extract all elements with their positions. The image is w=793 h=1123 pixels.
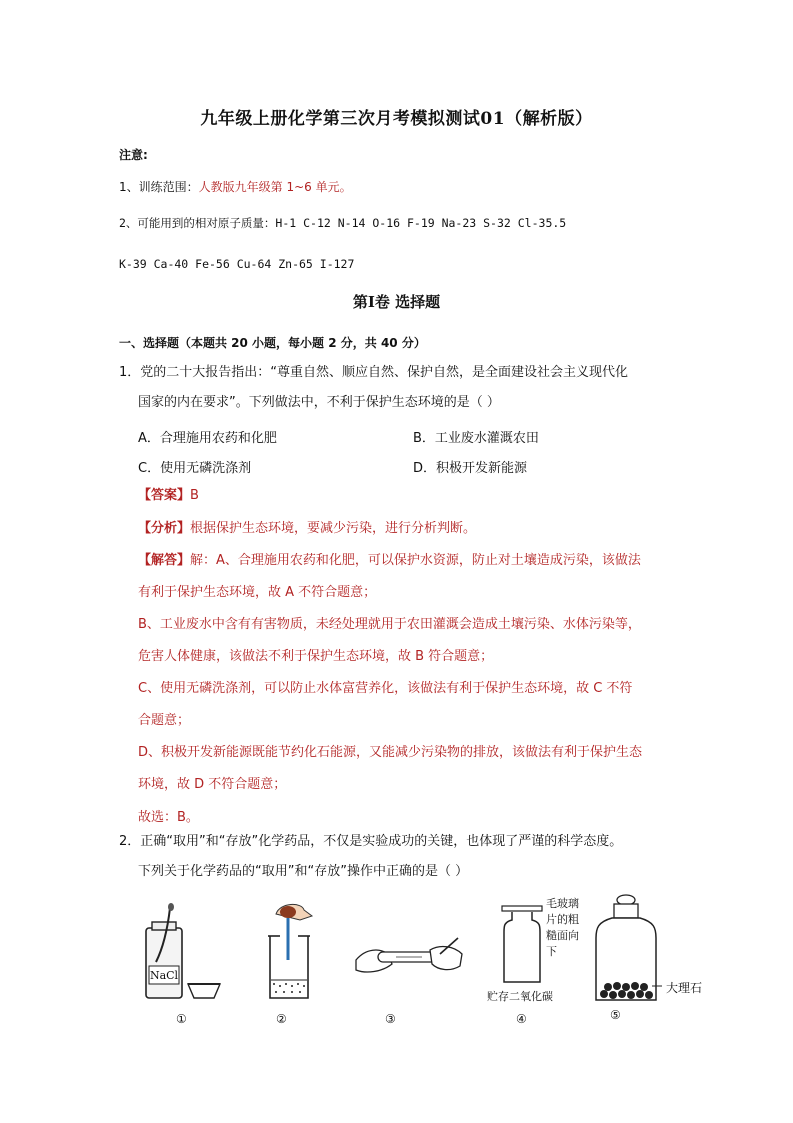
figure-3-number: ③: [385, 1012, 396, 1026]
figure-3-test-tube-hands: [352, 930, 468, 986]
figure-4-note-line2: 片的粗: [546, 913, 579, 926]
note-range-value: 人教版九年级第 1~6 单元。: [198, 180, 352, 194]
q1-analysis-tag: 【分析】: [138, 521, 191, 536]
q1-conclusion: 故选：B。: [138, 810, 199, 825]
q1-detail-line2: 有利于保护生态环境，故 A 不符合题意；: [138, 585, 377, 600]
q1-detail-text1: 解：A、合理施用农药和化肥，可以保护水资源，防止对土壤造成污染，该做法: [190, 553, 641, 568]
part-heading: 一、选择题（本题共 20 小题，每小题 2 分，共 40 分）: [119, 336, 426, 350]
figure-4-gas-bottle: [500, 904, 544, 984]
document-title: 九年级上册化学第三次月考模拟测试01（解析版）: [200, 109, 593, 129]
q1-option-d: D．积极开发新能源: [413, 461, 528, 476]
note-range: [119, 178, 352, 195]
q2-stem-line1: 2．正确“取用”和“存放”化学药品，不仅是实验成功的关键，也体现了严谨的科学态度。: [119, 834, 623, 849]
q2-stem-line2: 下列关于化学药品的“取用”和“存放”操作中正确的是（ ）: [138, 864, 469, 879]
figure-5-marble-bottle: [592, 894, 662, 1006]
note-range-prefix: 1、训练范围：: [119, 180, 199, 194]
note-atomic-masses-line1: 2、可能用到的相对原子质量：H-1 C-12 N-14 O-16 F-19 Na-23 S-32 Cl-35.5: [119, 216, 567, 230]
q1-detail-line1: [138, 547, 641, 575]
q1-answer-tag: 【答案】: [138, 488, 191, 503]
figure-1-bottle-label: NaCl: [149, 969, 179, 982]
q1-detail-line7: D、积极开发新能源既能节约化石能源，又能减少污染物的排放，该做法有利于保护生态: [138, 745, 643, 760]
q1-detail-line3: B、工业废水中含有有害物质，未经处理就用于农田灌溉会造成土壤污染、水体污染等，: [138, 617, 641, 632]
figure-1-number: ①: [176, 1012, 187, 1026]
figure-1-nacl-bottle: [132, 902, 232, 1006]
figure-4-note-line4: 下: [546, 945, 557, 958]
q1-option-a: A．合理施用农药和化肥: [138, 431, 277, 446]
q1-answer-value: B: [190, 488, 199, 503]
note-atomic-masses-line2: K-39 Ca-40 Fe-56 Cu-64 Zn-65 I-127: [119, 257, 355, 271]
q1-detail-line4: 危害人体健康，该做法不利于保护生态环境，故 B 符合题意；: [138, 649, 494, 664]
figure-5-label: 大理石: [666, 981, 703, 995]
q1-option-b: B．工业废水灌溉农田: [413, 431, 539, 446]
q1-analysis-text: 根据保护生态环境，要减少污染，进行分析判断。: [190, 521, 477, 536]
figure-5-number: ⑤: [610, 1008, 621, 1022]
q1-detail-tag: 【解答】: [138, 553, 191, 568]
figure-2-number: ②: [276, 1012, 287, 1026]
section-title: 第Ⅰ卷 选择题: [352, 293, 441, 311]
q1-answer: [138, 482, 199, 510]
figure-4-note-line3: 糙面向: [546, 929, 579, 942]
note-label: 注意:: [119, 148, 148, 162]
q1-stem-line2: 国家的内在要求”。下列做法中，不利于保护生态环境的是（ ）: [138, 395, 500, 410]
q1-analysis: [138, 515, 476, 543]
figure-4-note-line1: 毛玻璃: [546, 897, 579, 910]
q1-stem-line1: 1．党的二十大报告指出：“尊重自然、顺应自然、保护自然，是全面建设社会主义现代化: [119, 365, 629, 380]
q1-detail-line5: C、使用无磷洗涤剂，可以防止水体富营养化，该做法有利于保护生态环境，故 C 不符: [138, 681, 633, 696]
figure-4-note: [546, 896, 579, 960]
q1-option-c: C．使用无磷洗涤剂: [138, 461, 252, 476]
figure-4-caption: 贮存二氧化碳: [487, 990, 553, 1003]
figure-2-dropper-bottle: [258, 900, 318, 1006]
q1-detail-line8: 环境，故 D 不符合题意；: [138, 777, 287, 792]
figure-4-number: ④: [516, 1012, 527, 1026]
q1-detail-line6: 合题意；: [138, 713, 191, 728]
